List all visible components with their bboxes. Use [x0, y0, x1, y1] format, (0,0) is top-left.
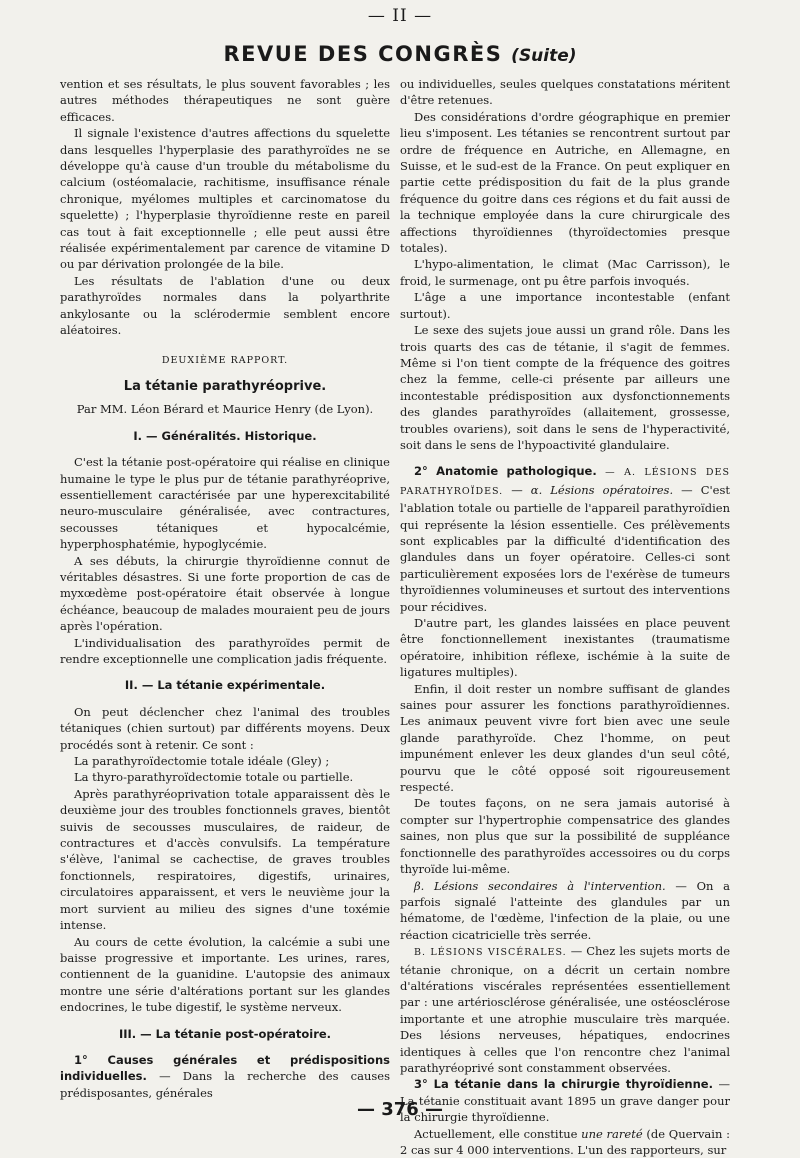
paragraph: On peut déclencher chez l'animal des troubles tétaniques (chien surtout) par différents moyens. Deux procédés sont à retenir. Ce sont :: [60, 704, 390, 752]
paragraph: De toutes façons, on ne sera jamais autorisé à compter sur l'hypertrophie compensatrice des glandes saines, non plus que sur la possibilité de suppléance fonctionnelle des parathyroïdes accessoires ou du corps thyroïde lui-même.: [400, 796, 730, 877]
emphasis: une rareté: [581, 1126, 643, 1141]
report-authors: Par MM. Léon Bérard et Maurice Henry (de Lyon).: [76, 402, 374, 417]
paragraph-text: — On a parfois signalé l'atteinte des glandules par un hématome, de l'œdème, l'infection de la plaie, ou une réaction cicatricielle très serrée.: [400, 878, 730, 942]
subheading-lesions-secondaires: β. Lésions secondaires à l'intervention.: [414, 878, 666, 893]
paragraph: [400, 943, 730, 1076]
paragraph: Au cours de cette évolution, la calcémie a subi une baisse progressive et importante. Les urines, rares, contiennent de la guanidine. L'autopsie des animaux montre une série d'altérations portant sur les glandes endocrines, le tube digestif, le système nerveux.: [60, 934, 390, 1015]
subheading-lesions-viscerales: B. LÉSIONS VISCÉRALES.: [414, 947, 567, 959]
paragraph: A ses débuts, la chirurgie thyroïdienne connut de véritables désastres. Si une forte proportion de cas de myxœdème post-opératoire était observée à longue échéance, beaucoup de malades mouraient peu de jours après l'opération.: [60, 553, 390, 634]
left-column: [60, 76, 390, 1101]
paragraph: [400, 1126, 730, 1158]
running-title: [0, 42, 800, 66]
paragraph-text: — Chez les sujets morts de tétanie chronique, on a décrit un certain nombre d'altérations viscérales représentées essentiellement par : une artériosclérose généralisée, une ostéosclérose importante et une atrophie musculaire très marquée. Des lésions nerveuses, hépatiques, endocrines identiques à celles que l'on rencontre chez l'animal parathyréoprivé sont constamment observées.: [400, 944, 730, 1075]
paragraph: Des considérations d'ordre géographique en premier lieu s'imposent. Les tétanies se rencontrent surtout par ordre de fréquence en Autriche, en Allemagne, en Suisse, et le sud-est de la France. On peut expliquer en partie cette prédisposition du fait de la plus grande fréquence du goitre dans ces régions et du fait aussi de la technique employée dans la cure chirurgicale des affections thyroïdiennes (thyroïdectomies presque totales).: [400, 109, 730, 256]
paragraph: La thyro-parathyroïdectomie totale ou partielle.: [74, 770, 354, 785]
paragraph: [400, 463, 730, 615]
paragraph: Après parathyréoprivation totale apparaissent dès le deuxième jour des troubles fonctionnels graves, bientôt suivis de secousses musculaires, de raideur, de contractures et d'accès convulsifs. La température s'élève, l'animal se cachectise, de graves troubles fonctionnels, respiratoires, digestifs, urinaires, circulatoires apparaissent, et vers le neuvième jour la mort survient au milieu des signes d'une toxémie intense.: [60, 786, 390, 933]
paragraph: vention et ses résultats, le plus souvent favorables ; les autres méthodes thérapeutiques ne sont guère efficaces.: [60, 77, 390, 124]
section-heading: III. — La tétanie post-opératoire.: [118, 1026, 332, 1041]
paragraph: Il signale l'existence d'autres affections du squelette dans lesquelles l'hyperplasie des parathyroïdes ne se développe qu'à cause d'un trouble du métabolisme du calcium (ostéomalacie, rachitisme, insuffisance rénale chronique, myélomes multiples et carcinomatose du squelette) ; l'hyperplasie thyroïdienne reste en pareil cas tout à fait exceptionnelle ; elle peut aussi être réalisée expérimentalement par carence de vitamine D ou par dérivation prolongée de la bile.: [60, 126, 390, 272]
paragraph: L'individualisation des parathyroïdes permit de rendre exceptionnelle une complication jadis fréquente.: [60, 635, 390, 666]
running-title-suite: (Suite): [511, 46, 577, 66]
paragraph: ou individuelles, seules quelques constatations méritent d'être retenues.: [400, 77, 730, 108]
paragraph: D'autre part, les glandes laissées en place peuvent être fonctionnellement inexistantes (traumatisme opératoire, inhibition réflexe, ischémie à la suite de ligatures multiples).: [400, 616, 730, 680]
paragraph-text: — Dans la recherche des causes prédisposantes, générales: [60, 1069, 390, 1100]
paragraph-text: — La tétanie constituait avant 1895 un grave danger pour la chirurgie thyroïdienne.: [400, 1077, 730, 1125]
paragraph: Le sexe des sujets joue aussi un grand rôle. Dans les trois quarts des cas de tétanie, il s'agit de femmes. Même si l'on tient compte de la fréquence des goitres chez la femme, celle-ci présente par ailleurs une incontestable prédisposition aux dysfonctionnements des glandes parathyroïdes (allaitement, grossesse, troubles ovariens), soit dans le sens de l'hyperactivité, soit dans le sens de l'hypoactivité glandulaire.: [400, 323, 730, 452]
paragraph-text: — C'est l'ablation totale ou partielle de l'appareil parathyroïdien qui représente la lésion essentielle. Ces prélèvements sont explicables par la difficulté d'identification des glandules dans un foyer opératoire. Celles-ci sont particulièrement exposées lors de l'exérèse de tumeurs thyroïdiennes volumineuses et surtout des interventions pour récidives.: [400, 482, 730, 614]
page-number: — 376 —: [356, 1099, 444, 1120]
subheading-lesions-operatoires: — α. Lésions opératoires.: [503, 482, 674, 497]
subsection-heading: 1° Causes générales et prédispositions individuelles.: [60, 1052, 390, 1084]
subheading-lesions-parathyroides: — A. LÉSIONS DES PARATHYROÏDES.: [400, 467, 730, 497]
section-heading: II. — La tétanie expérimentale.: [124, 678, 326, 693]
running-title-text: REVUE DES CONGRÈS: [223, 42, 503, 66]
section-heading: I. — Généralités. Historique.: [133, 428, 317, 443]
subsection-heading: 2° Anatomie pathologique.: [414, 464, 597, 479]
paragraph: Les résultats de l'ablation d'une ou deux parathyroïdes normales dans la polyarthrite ankylosante ou la sclérodermie semblent encore aléatoires.: [60, 273, 390, 338]
right-column: [400, 76, 730, 1158]
paragraph: Enfin, il doit rester un nombre suffisant de glandes saines pour assurer les fonctions parathyroïdiennes. Les animaux peuvent vivre fort bien avec une seule glande parathyroïde. Chez l'homme, on peut impunément enlever les deux glandes d'un seul côté, pourvu que le côté opposé soit rigoureusement respecté.: [400, 681, 730, 795]
report-label: DEUXIÈME RAPPORT.: [161, 354, 289, 366]
paragraph: C'est la tétanie post-opératoire qui réalise en clinique humaine le type le plus pur de tétanie parathyréoprive, essentiellement caractérisée par une hyperexcitabilité neuro-musculaire généralisée, avec contractures, secousses tétaniques et hypocalcémie, hyperphosphatémie, hypoglycémie.: [60, 455, 390, 552]
paragraph: La parathyroïdectomie totale idéale (Gley) ;: [74, 754, 330, 769]
paragraph: L'hypo-alimentation, le climat (Mac Carrisson), le froid, le surmenage, ont pu être parfois invoqués.: [400, 257, 730, 288]
paragraph: [60, 1052, 390, 1101]
page-roman-numeral: — II —: [367, 6, 433, 26]
paragraph-text: (de Quervain : 2 cas sur 4 000 interventions. L'un des rapporteurs, sur: [400, 1126, 731, 1157]
subsection-heading: 3° La tétanie dans la chirurgie thyroïdienne.: [414, 1077, 713, 1092]
paragraph: L'âge a une importance incontestable (enfant surtout).: [400, 290, 730, 321]
report-title: La tétanie parathyréoprive.: [123, 378, 327, 394]
paragraph-text: Actuellement, elle constitue: [414, 1126, 582, 1141]
paragraph: [400, 878, 730, 944]
